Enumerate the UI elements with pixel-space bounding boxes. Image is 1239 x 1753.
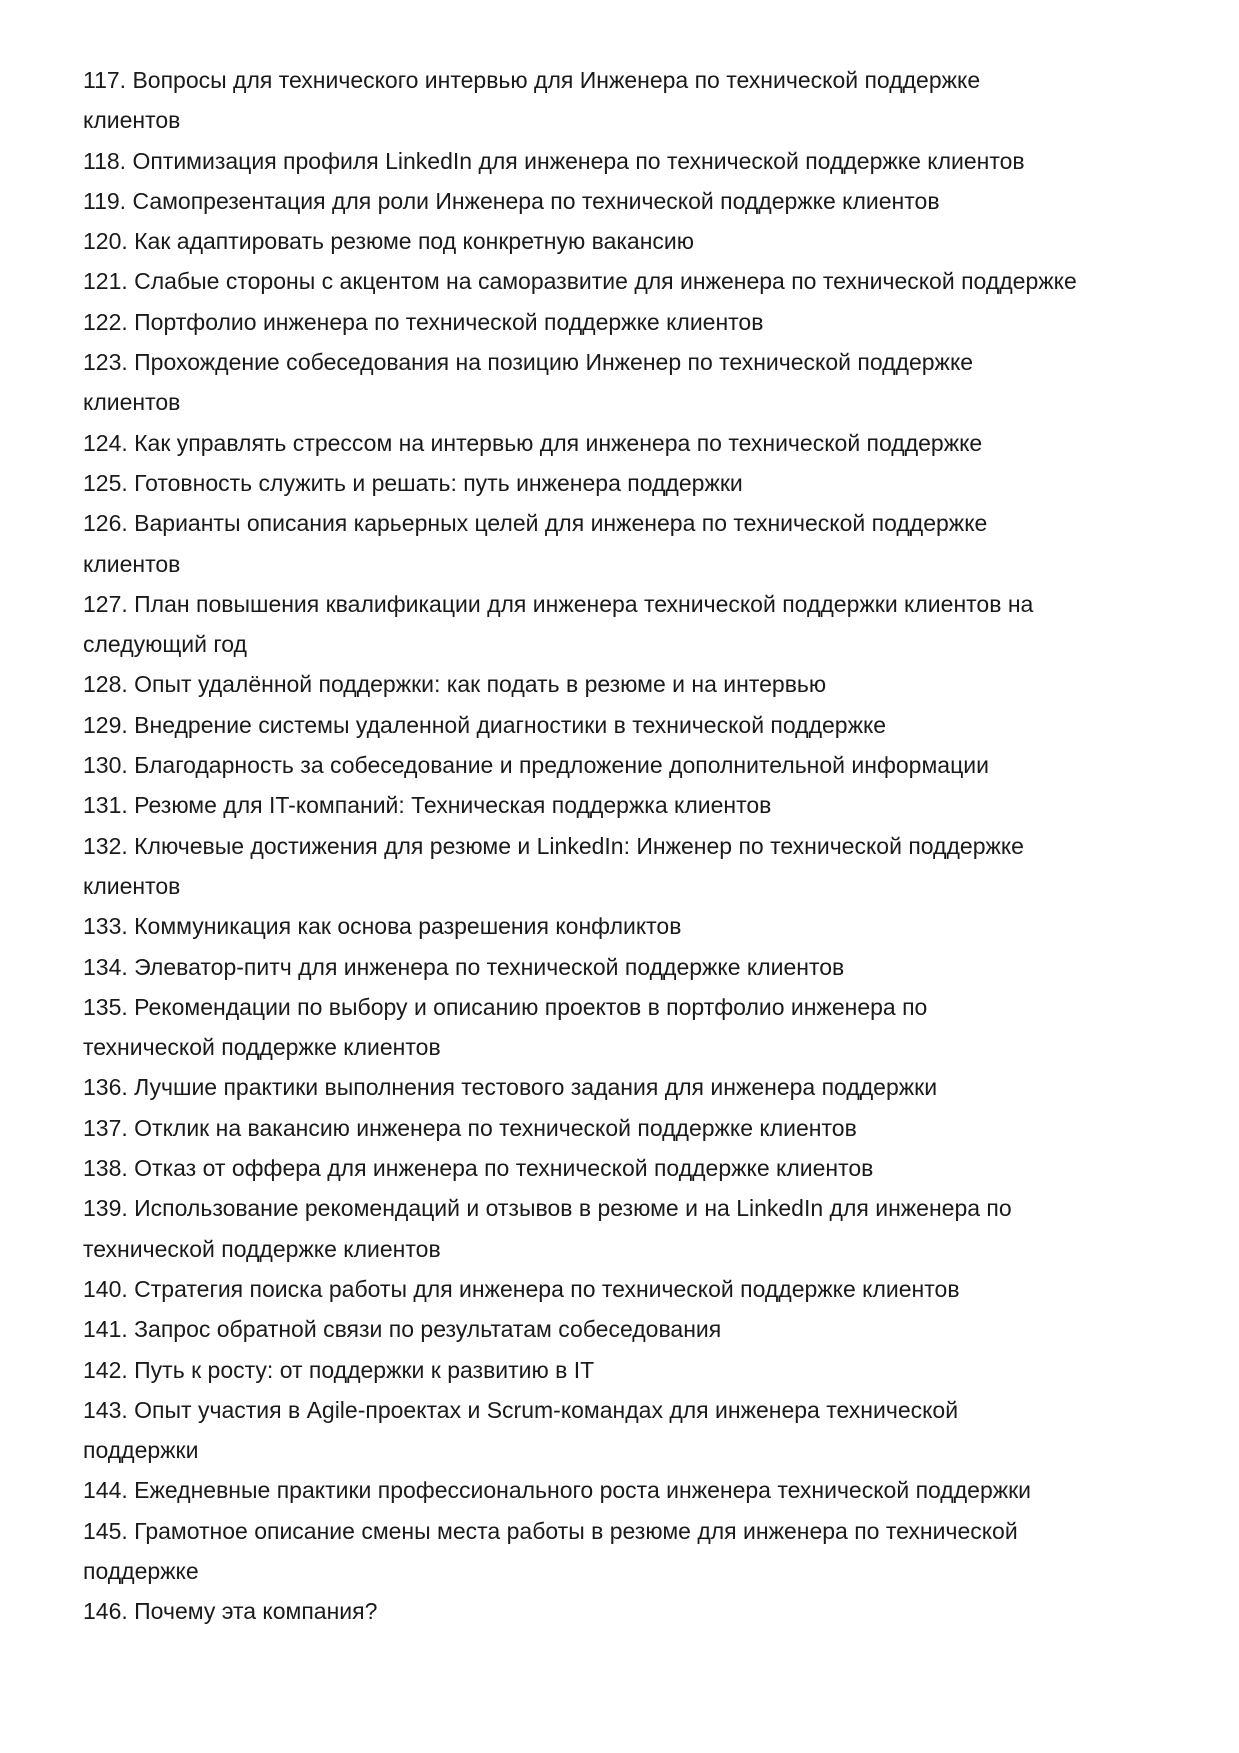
- list-item-line: клиентов: [83, 107, 181, 134]
- list-item: [83, 503, 1193, 584]
- list-item: [83, 987, 1193, 1068]
- list-item: [83, 1390, 1193, 1471]
- list-item-line: 118. Оптимизация профиля LinkedIn для инженера по технической поддержке клиентов: [83, 147, 1025, 174]
- topic-list: [83, 60, 1193, 1632]
- list-item-line: 121. Слабые стороны с акцентом на саморазвитие для инженера по технической поддержке: [83, 268, 1077, 295]
- list-item-line: 133. Коммуникация как основа разрешения конфликтов: [83, 913, 682, 940]
- list-item: [83, 1269, 1193, 1309]
- list-item-line: 137. Отклик на вакансию инженера по технической поддержке клиентов: [83, 1114, 857, 1141]
- list-item-line: 131. Резюме для IT-компаний: Техническая поддержка клиентов: [83, 792, 772, 819]
- list-item: [83, 584, 1193, 665]
- list-item: [83, 1511, 1193, 1592]
- list-item-line: 135. Рекомендации по выбору и описанию проектов в портфолио инженера по: [83, 993, 928, 1020]
- list-item-line: клиентов: [83, 389, 181, 416]
- list-item-line: поддержке: [83, 1557, 199, 1584]
- list-item-line: 138. Отказ от оффера для инженера по технической поддержке клиентов: [83, 1155, 874, 1182]
- list-item-line: клиентов: [83, 872, 181, 899]
- list-item: [83, 423, 1193, 463]
- list-item-line: 117. Вопросы для технического интервью для Инженера по технической поддержке: [83, 67, 981, 93]
- list-item-line: 134. Элеватор-питч для инженера по технической поддержке клиентов: [83, 953, 845, 980]
- list-item: [83, 1470, 1193, 1510]
- list-item: [83, 745, 1193, 785]
- list-item: [83, 60, 1193, 141]
- list-item-line: 143. Опыт участия в Agile-проектах и Scrum-командах для инженера технической: [83, 1396, 959, 1423]
- list-item-line: технической поддержке клиентов: [83, 1034, 441, 1061]
- list-item: [83, 1309, 1193, 1349]
- list-item-line: 122. Портфолио инженера по технической поддержке клиентов: [83, 308, 764, 335]
- list-item-line: 125. Готовность служить и решать: путь инженера поддержки: [83, 469, 743, 496]
- list-item-line: 140. Стратегия поиска работы для инженера по технической поддержке клиентов: [83, 1275, 960, 1302]
- list-item: [83, 664, 1193, 704]
- list-item-line: 127. План повышения квалификации для инженера технической поддержки клиентов на: [83, 590, 1034, 617]
- list-item: [83, 947, 1193, 987]
- list-item-line: 120. Как адаптировать резюме под конкретную вакансию: [83, 228, 695, 255]
- list-item: [83, 141, 1193, 181]
- list-item-line: 129. Внедрение системы удаленной диагностики в технической поддержке: [83, 711, 887, 738]
- list-item: [83, 1108, 1193, 1148]
- list-item: [83, 221, 1193, 261]
- list-item-line: 145. Грамотное описание смены места работы в резюме для инженера по технической: [83, 1517, 1018, 1544]
- list-item-line: клиентов: [83, 550, 181, 577]
- list-item: [83, 1148, 1193, 1188]
- list-item: [83, 1591, 1193, 1631]
- list-item-line: 136. Лучшие практики выполнения тестового задания для инженера поддержки: [83, 1074, 938, 1101]
- list-item: [83, 181, 1193, 221]
- list-item: [83, 261, 1193, 301]
- list-item-line: технической поддержке клиентов: [83, 1235, 441, 1262]
- list-item-line: 124. Как управлять стрессом на интервью для инженера по технической поддержке: [83, 429, 983, 456]
- list-item-line: поддержки: [83, 1437, 199, 1464]
- list-item: [83, 302, 1193, 342]
- list-item-line: 128. Опыт удалённой поддержки: как подать в резюме и на интервью: [83, 671, 827, 698]
- list-item-line: 146. Почему эта компания?: [83, 1598, 378, 1625]
- list-item: [83, 826, 1193, 907]
- list-item-line: 144. Ежедневные практики профессионального роста инженера технической поддержки: [83, 1477, 1032, 1504]
- list-item: [83, 1350, 1193, 1390]
- list-item-line: 139. Использование рекомендаций и отзывов в резюме и на LinkedIn для инженера по: [83, 1195, 1012, 1222]
- list-item: [83, 342, 1193, 423]
- list-item-line: 123. Прохождение собеседования на позицию Инженер по технической поддержке: [83, 349, 974, 376]
- list-item-line: 119. Самопрезентация для роли Инженера по технической поддержке клиентов: [83, 187, 940, 214]
- list-item-line: 141. Запрос обратной связи по результатам собеседования: [83, 1316, 722, 1343]
- list-item-line: 142. Путь к росту: от поддержки к развитию в IT: [83, 1356, 595, 1383]
- list-item: [83, 906, 1193, 946]
- list-item-line: 130. Благодарность за собеседование и предложение дополнительной информации: [83, 752, 989, 779]
- list-item-line: следующий год: [83, 631, 247, 658]
- list-item-line: 126. Варианты описания карьерных целей для инженера по технической поддержке: [83, 510, 988, 537]
- list-item: [83, 1188, 1193, 1269]
- list-item: [83, 785, 1193, 825]
- list-item: [83, 705, 1193, 745]
- list-item-line: 132. Ключевые достижения для резюме и LinkedIn: Инженер по технической поддержке: [83, 832, 1024, 859]
- list-item: [83, 1067, 1193, 1107]
- list-item: [83, 463, 1193, 503]
